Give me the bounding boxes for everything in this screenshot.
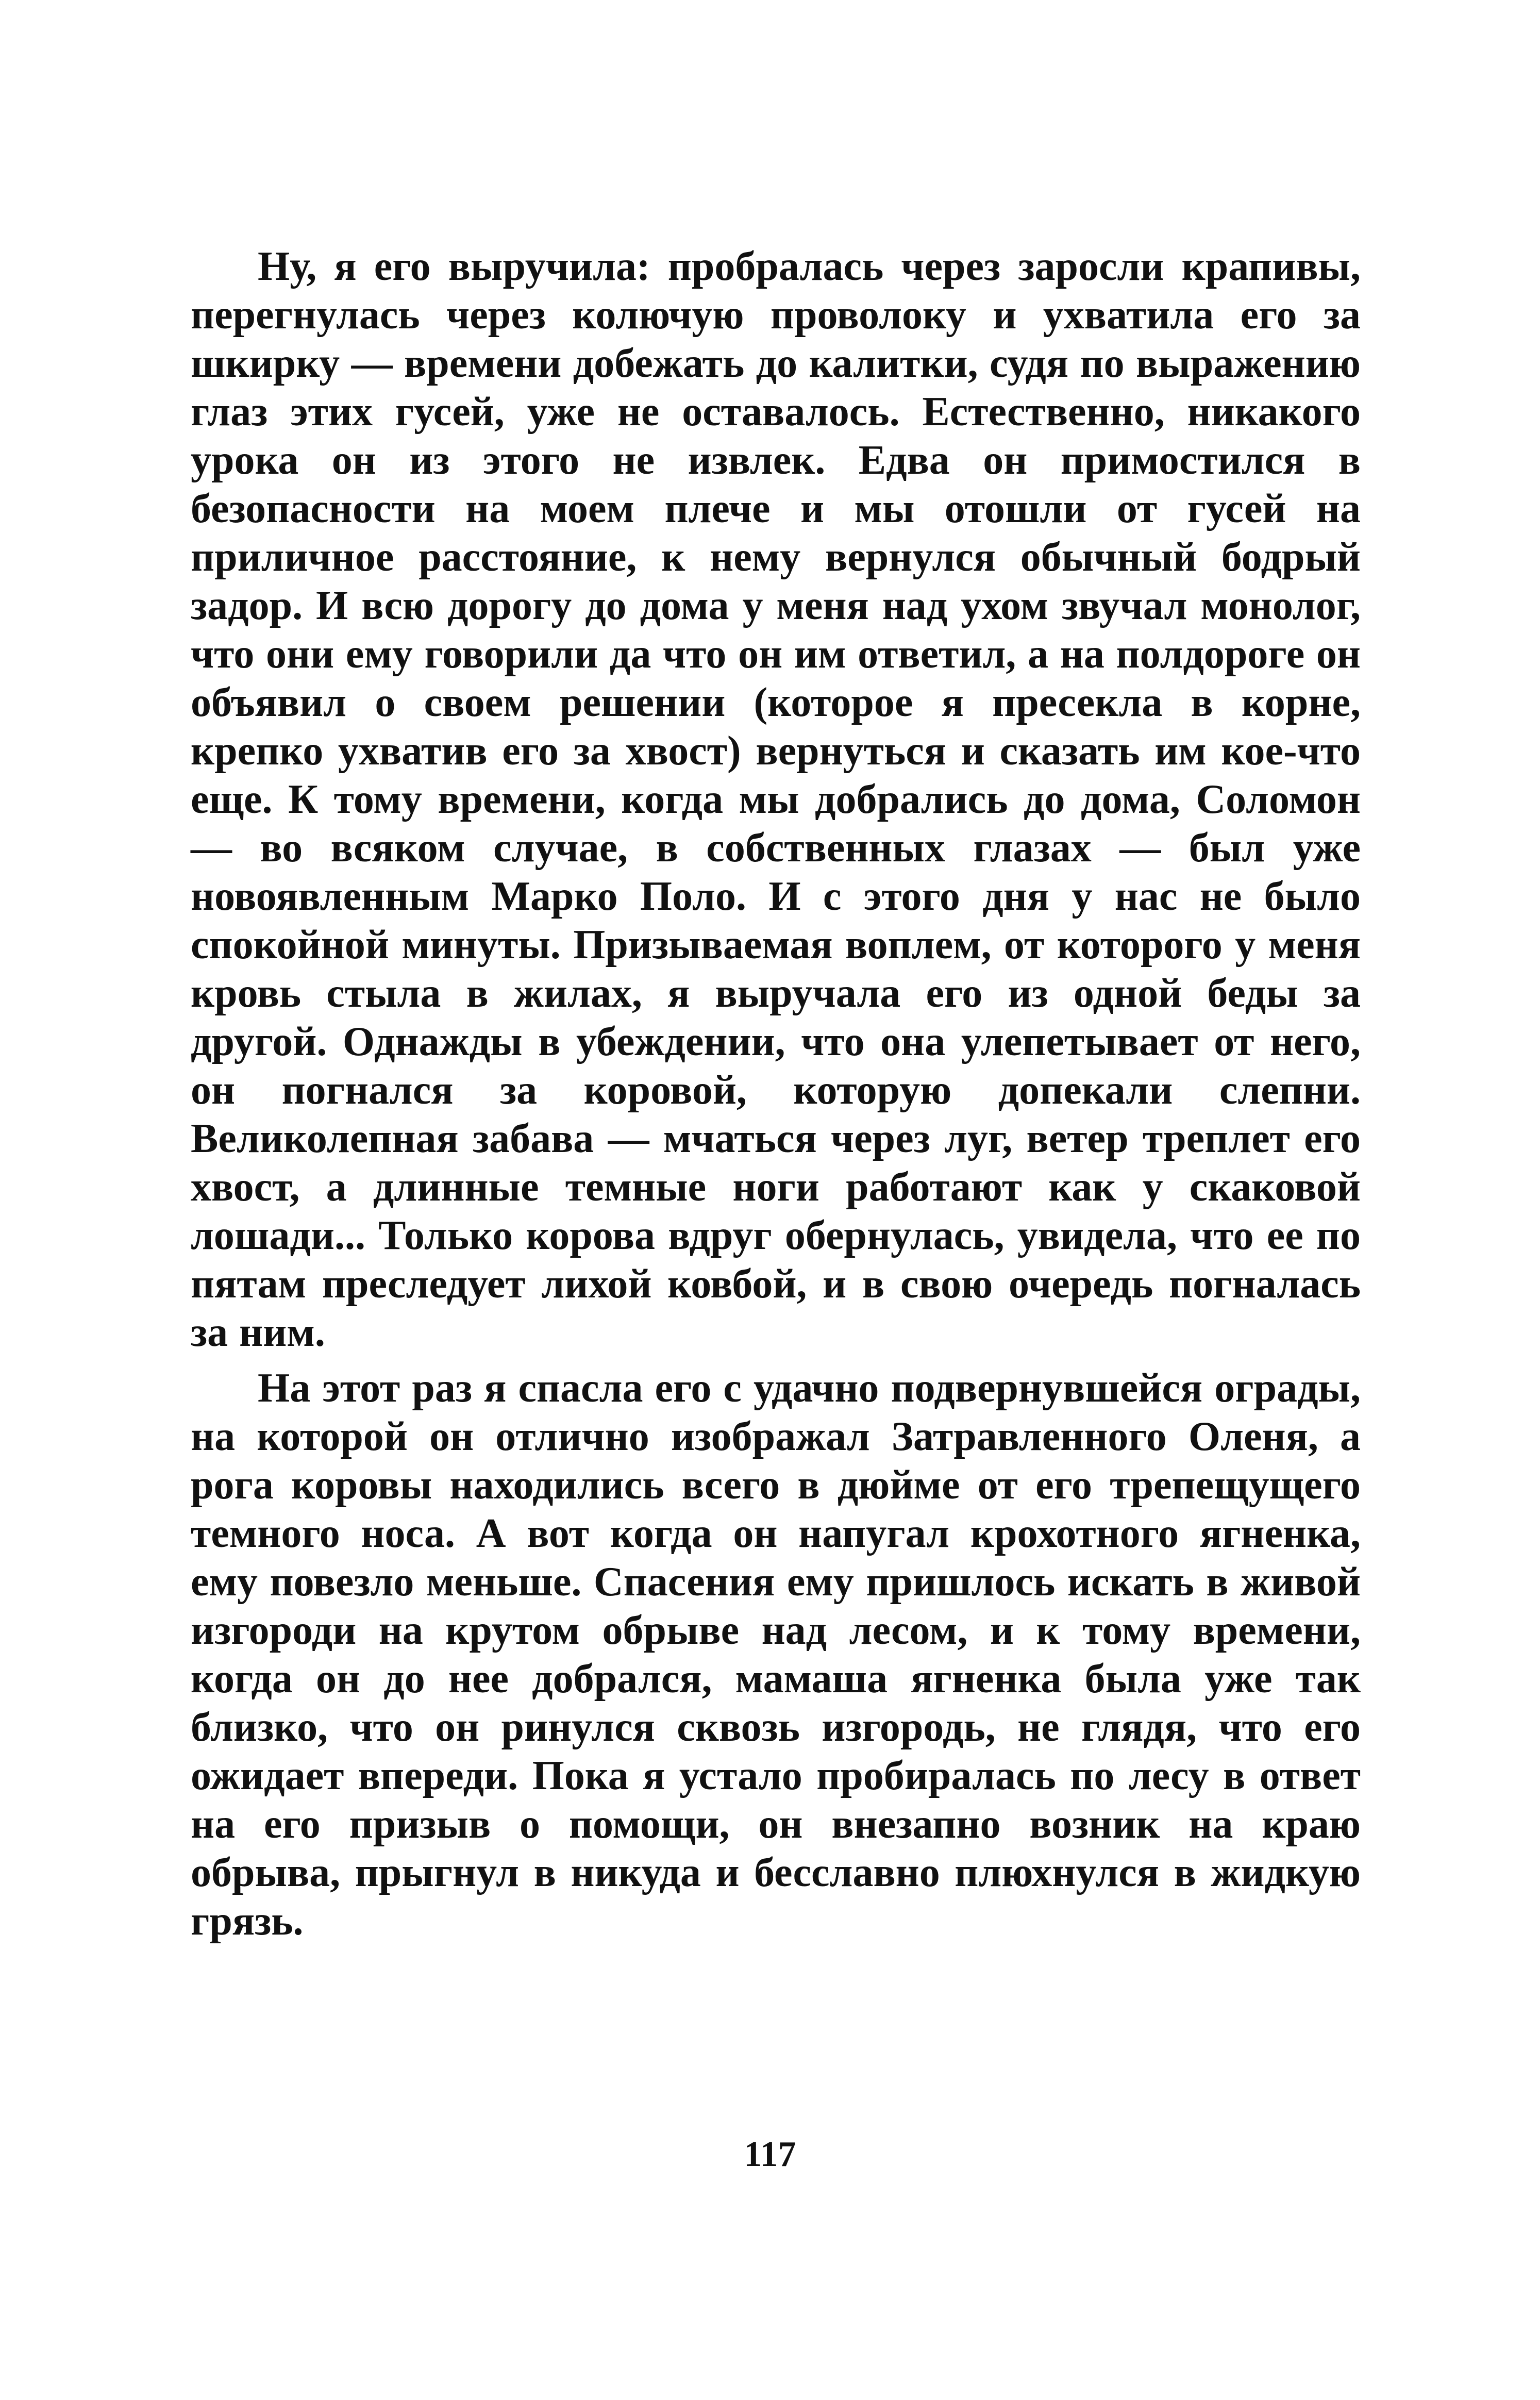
page-number: 117 bbox=[744, 2135, 796, 2174]
paragraph-2: На этот раз я спасла его с удачно подвернувшейся ограды, на которой он отлично изображал Затравленного Оленя, а рога коровы находились всего в дюйме от его трепещущего темного носа. А вот когда он напугал крохотного ягненка, ему повезло меньше. Спасения ему пришлось искать в живой изгороди на крутом обрыве над лесом, и к тому времени, когда он до нее добрался, мамаша ягненка была уже так близко, что он ринулся сквозь изгородь, не глядя, что его ожидает впереди. Пока я устало пробиралась по лесу в ответ на его призыв о помощи, он внезапно возник на краю обрыва, прыгнул в никуда и бесславно плюхнулся в жидкую грязь. bbox=[191, 1365, 1361, 1944]
body-text bbox=[191, 242, 1361, 1945]
paragraph-1: Ну, я его выручила: пробралась через заросли крапивы, перегнулась через колючую проволоку и ухватила его за шкирку — времени добежать до калитки, судя по выражению глаз этих гусей, уже не оставалось. Естественно, никакого урока он из этого не извлек. Едва он примостился в безопасности на моем плече и мы отошли от гусей на приличное расстояние, к нему вернулся обычный бодрый задор. И всю дорогу до дома у меня над ухом звучал монолог, что они ему говорили да что он им ответил, а на полдороге он объявил о своем решении (которое я пресекла в корне, крепко ухватив его за хвост) вернуться и сказать им кое-что еще. К тому времени, когда мы добрались до дома, Соломон — во всяком случае, в собственных глазах — был уже новоявленным Марко Поло. И с этого дня у нас не было спокойной минуты. Призываемая воплем, от которого у меня кровь стыла в жилах, я выручала его из одной беды за другой. Однажды в убеждении, что она улепетывает от него, он погнался за коровой, которую допекали слепни. Великолепная забава — мчаться через луг, ветер треплет его хвост, а длинные темные ноги работают как у скаковой лошади... Только корова вдруг обернулась, увидела, что ее по пятам преследует лихой ковбой, и в свою очередь погналась за ним. bbox=[191, 244, 1361, 1355]
